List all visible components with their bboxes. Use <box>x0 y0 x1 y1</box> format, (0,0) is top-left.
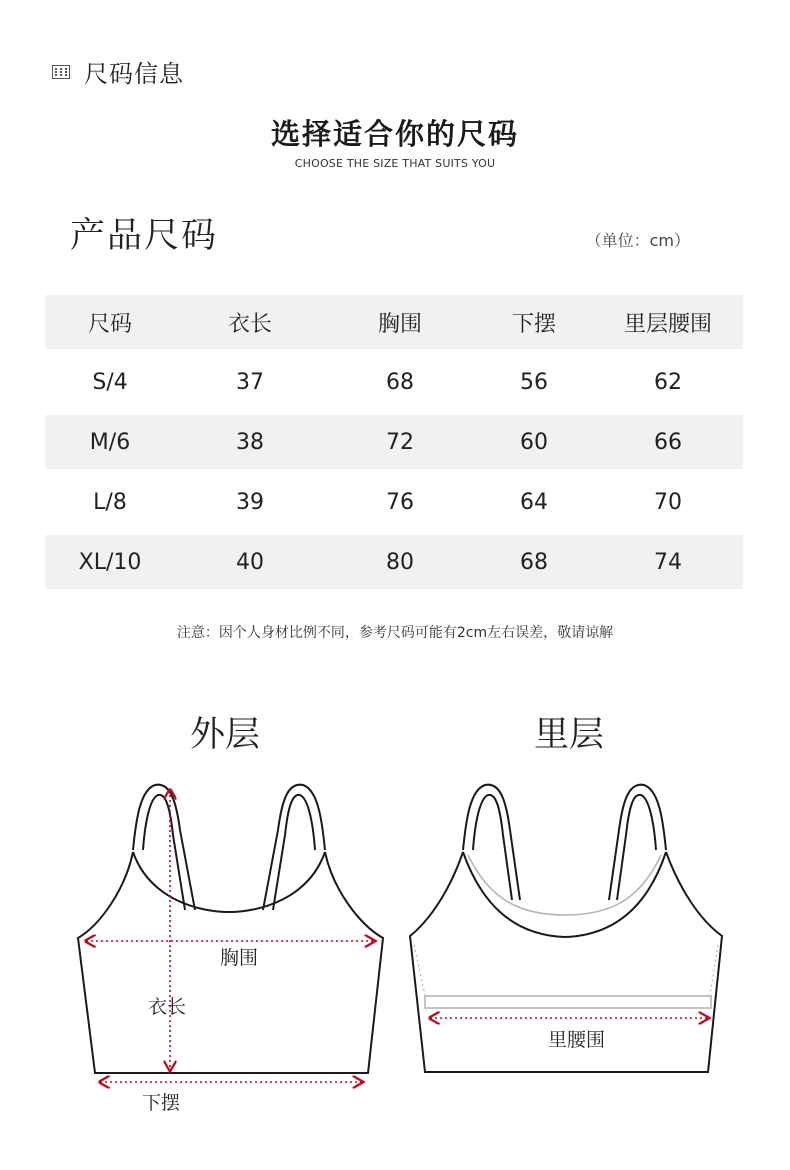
unit-label: （单位：cm） <box>585 231 690 250</box>
outer-layer-title: 外层 <box>190 715 261 755</box>
grid-icon <box>52 65 70 79</box>
table-row <box>45 535 743 589</box>
size-note: 注意：因个人身材比例不同，参考尺码可能有2cm左右误差，敬请谅解 <box>176 625 614 641</box>
outer-layer-drawing <box>78 785 383 1073</box>
section-title: 尺码信息 <box>84 60 184 88</box>
table-cell: 60 <box>520 429 548 455</box>
table-cell: XL/10 <box>78 549 142 575</box>
table-cell: S/4 <box>92 369 128 395</box>
table-row <box>45 349 743 415</box>
table-cell: 39 <box>236 489 264 515</box>
inner-waist-label: 里腰围 <box>548 1029 606 1051</box>
hem-label: 下摆 <box>142 1092 181 1114</box>
table-header-cell: 衣长 <box>227 311 272 337</box>
length-label: 衣长 <box>148 996 187 1018</box>
table-header-cell: 尺码 <box>87 311 132 337</box>
table-header-cell: 下摆 <box>511 311 556 337</box>
table-cell: 38 <box>236 429 264 455</box>
subtitle: CHOOSE THE SIZE THAT SUITS YOU <box>294 157 496 170</box>
outer-measure-lines <box>86 790 374 1082</box>
table-cell: 64 <box>520 489 548 515</box>
table-header-cell: 胸围 <box>377 311 422 337</box>
table-header-row <box>45 295 743 349</box>
section-header <box>52 54 184 89</box>
table-cell: M/6 <box>89 429 131 455</box>
table-cell: 40 <box>236 549 264 575</box>
table-cell: 68 <box>386 369 414 395</box>
table-row <box>45 469 743 535</box>
table-cell: 80 <box>386 549 414 575</box>
product-size-title: 产品尺码 <box>70 216 219 256</box>
table-cell: 76 <box>386 489 414 515</box>
table-cell: 62 <box>654 369 682 395</box>
table-cell: 74 <box>654 549 682 575</box>
table-header-cell: 里层腰围 <box>623 311 712 337</box>
size-table <box>45 295 743 589</box>
table-cell: 56 <box>520 369 548 395</box>
table-cell: L/8 <box>93 489 127 515</box>
inner-lining <box>425 855 711 1008</box>
garment-diagrams <box>0 770 790 1170</box>
main-title: 选择适合你的尺码 <box>270 117 519 151</box>
table-cell: 37 <box>236 369 264 395</box>
table-cell: 66 <box>654 429 682 455</box>
inner-side-stitch <box>414 945 718 995</box>
bust-label: 胸围 <box>220 947 259 969</box>
table-cell: 70 <box>654 489 682 515</box>
inner-layer-title: 里层 <box>534 715 605 755</box>
table-row <box>45 415 743 469</box>
table-cell: 68 <box>520 549 548 575</box>
table-cell: 72 <box>386 429 414 455</box>
